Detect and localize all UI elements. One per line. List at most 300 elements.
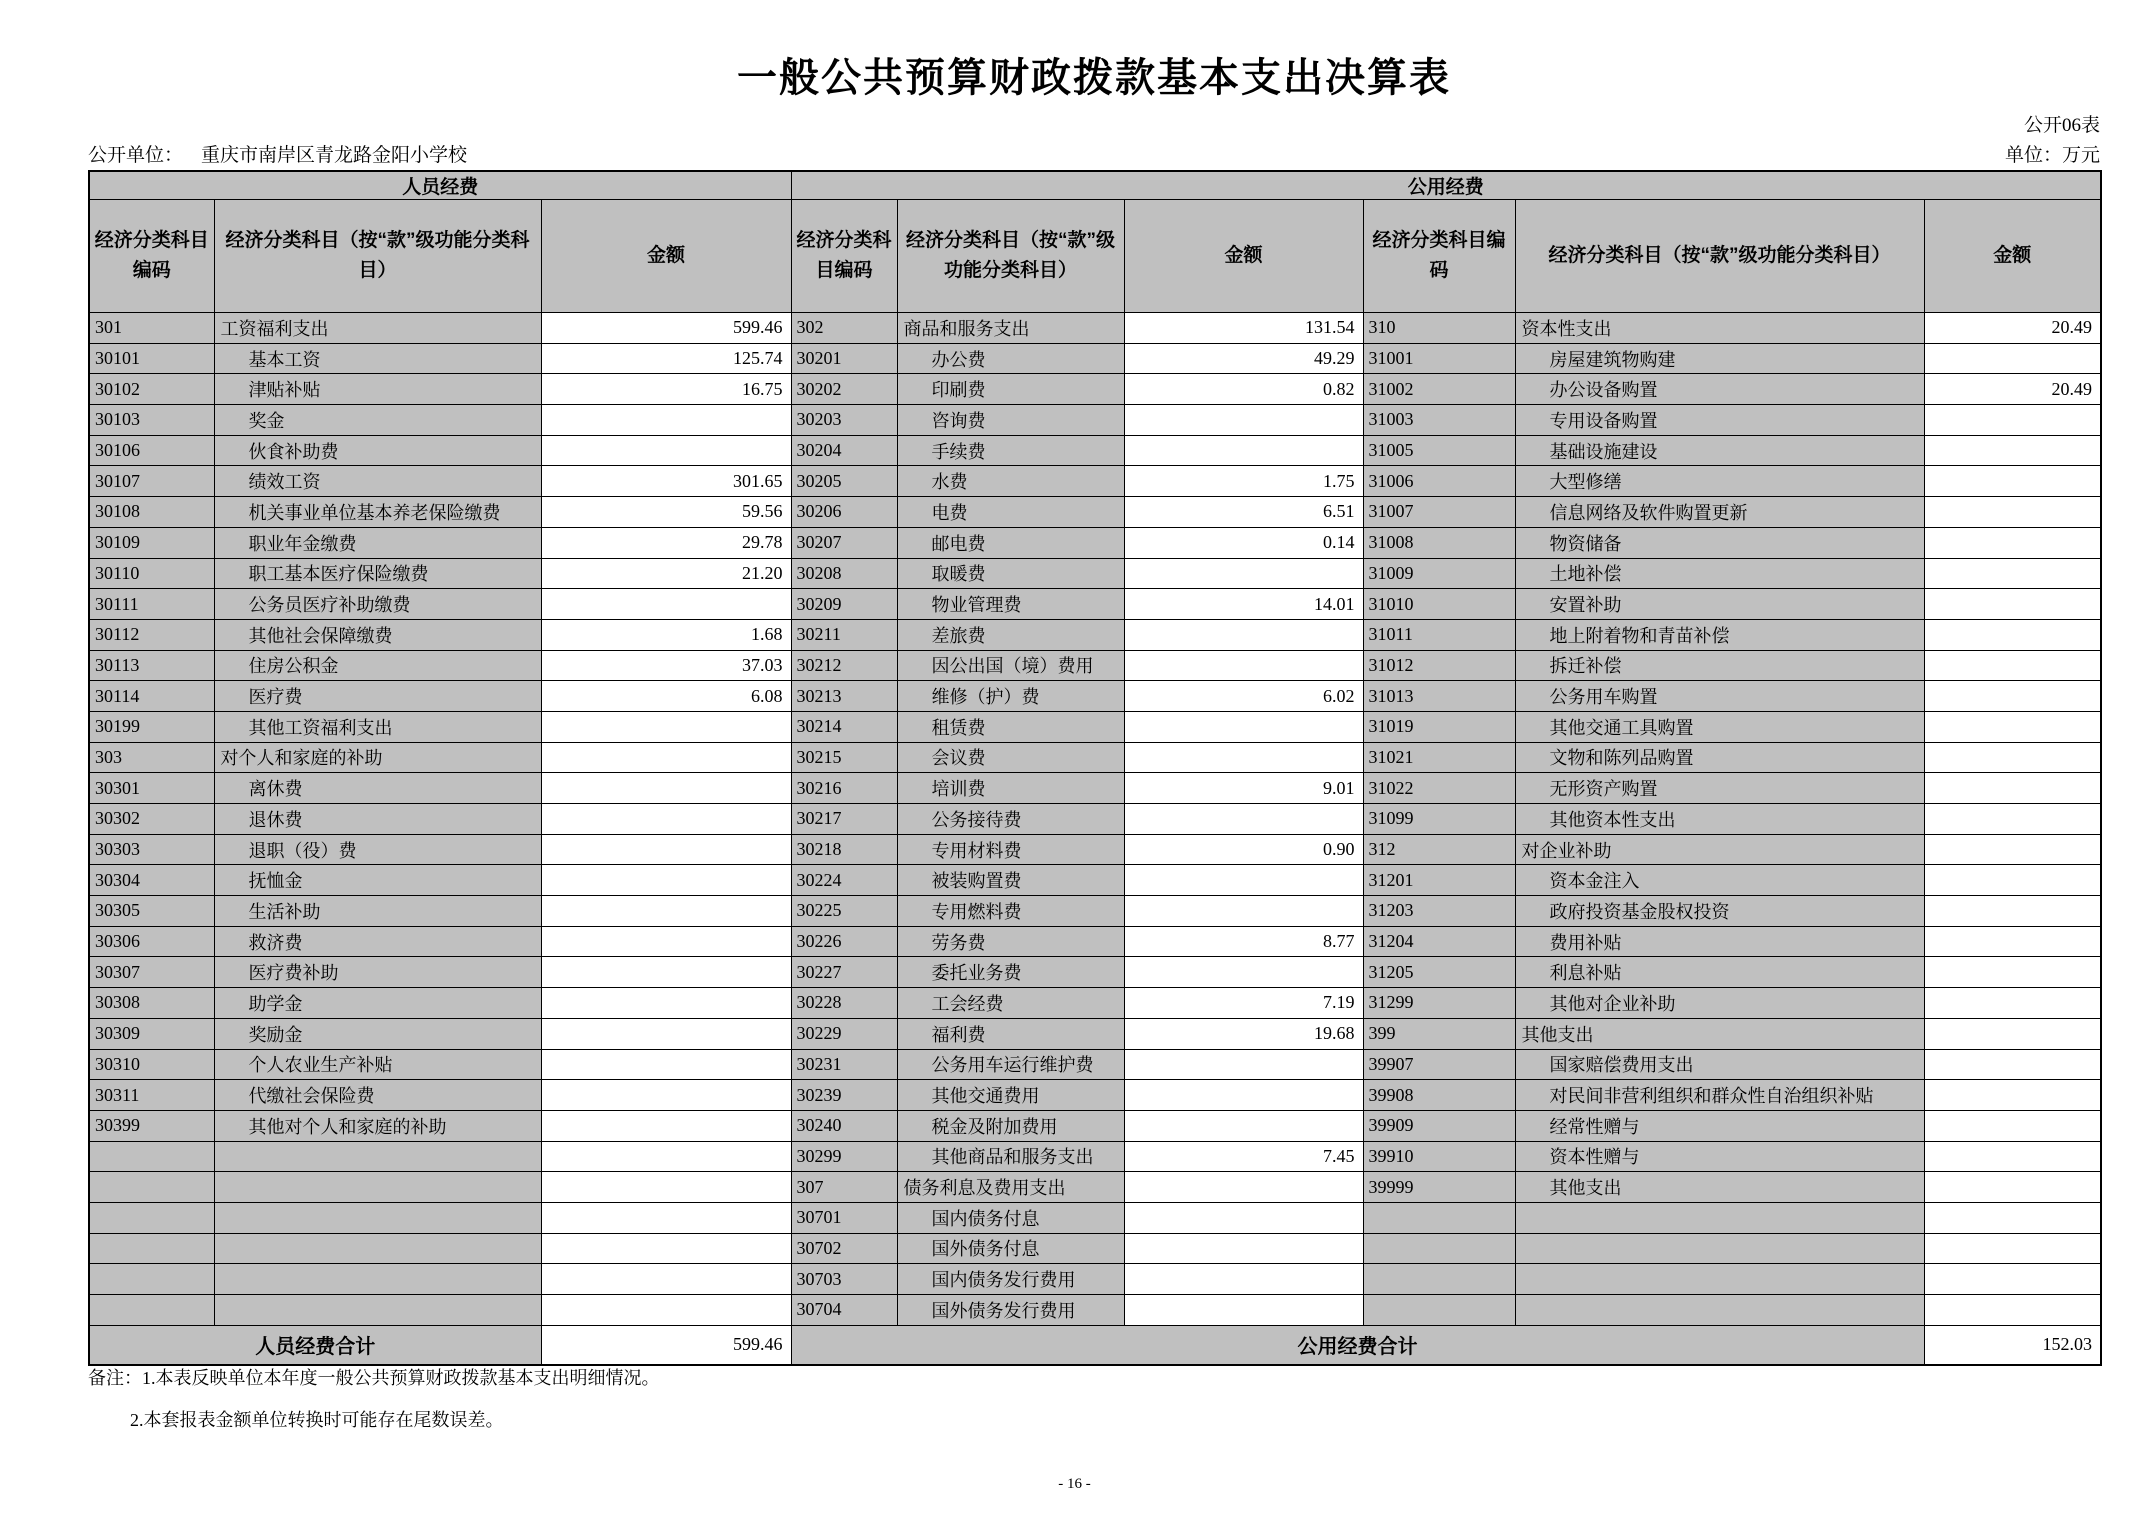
publish-unit-name: 重庆市南岸区青龙路金阳小学校: [201, 145, 468, 166]
cell-code: 30217: [791, 804, 897, 835]
cell-code: 31008: [1363, 527, 1515, 558]
cell-name: 文物和陈列品购置: [1515, 742, 1924, 773]
cell-amount: 29.78: [541, 527, 791, 558]
cell-code: 30302: [89, 804, 214, 835]
cell-name: 物业管理费: [897, 589, 1124, 620]
cell-code: 30216: [791, 773, 897, 804]
cell-name: 利息补贴: [1515, 957, 1924, 988]
cell-code: 39908: [1363, 1080, 1515, 1111]
cell-code: 30110: [89, 558, 214, 589]
cell-amount: 0.14: [1124, 527, 1363, 558]
cell-name: 对民间非营利组织和群众性自治组织补贴: [1515, 1080, 1924, 1111]
cell-code: 30229: [791, 1018, 897, 1049]
cell-name: 对企业补助: [1515, 834, 1924, 865]
cell-name: 资本性支出: [1515, 313, 1924, 344]
cell-amount: [541, 742, 791, 773]
cell-code: [89, 1295, 214, 1326]
cell-amount: [1924, 742, 2101, 773]
table-row: [89, 834, 2101, 865]
cell-amount: 599.46: [541, 313, 791, 344]
table-row: [89, 619, 2101, 650]
cell-amount: [1924, 926, 2101, 957]
cell-amount: [1924, 1049, 2101, 1080]
cell-name: 奖励金: [214, 1018, 541, 1049]
cell-name: 机关事业单位基本养老保险缴费: [214, 497, 541, 528]
cell-code: [1363, 1202, 1515, 1233]
table-row: [89, 711, 2101, 742]
cell-code: 31022: [1363, 773, 1515, 804]
cell-code: 30208: [791, 558, 897, 589]
cell-amount: [1124, 1110, 1363, 1141]
notes: [88, 1368, 660, 1431]
cell-code: 310: [1363, 313, 1515, 344]
cell-name: 地上附着物和青苗补偿: [1515, 619, 1924, 650]
cell-amount: 301.65: [541, 466, 791, 497]
note-text-1: 1.本表反映单位本年度一般公共预算财政拨款基本支出明细情况。: [142, 1368, 660, 1388]
cell-name: 其他工资福利支出: [214, 711, 541, 742]
cell-name: 办公设备购置: [1515, 374, 1924, 405]
cell-code: 39909: [1363, 1110, 1515, 1141]
table-row: [89, 1202, 2101, 1233]
cell-code: 30106: [89, 435, 214, 466]
cell-amount: [1124, 1049, 1363, 1080]
cell-name: 其他对企业补助: [1515, 988, 1924, 1019]
cell-amount: 20.49: [1924, 374, 2101, 405]
publish-unit: [88, 140, 467, 167]
cell-code: 30702: [791, 1233, 897, 1264]
cell-name: 水费: [897, 466, 1124, 497]
cell-amount: [1124, 405, 1363, 436]
cell-amount: [1924, 650, 2101, 681]
cell-code: 30111: [89, 589, 214, 620]
cell-code: 31203: [1363, 896, 1515, 927]
cell-code: 30231: [791, 1049, 897, 1080]
cell-code: [89, 1172, 214, 1203]
cell-name: 退职（役）费: [214, 834, 541, 865]
cell-amount: [1924, 957, 2101, 988]
col-header-name-3: 经济分类科目（按“款”级功能分类科目）: [1515, 200, 1924, 313]
cell-code: 30206: [791, 497, 897, 528]
cell-code: 302: [791, 313, 897, 344]
cell-code: 30112: [89, 619, 214, 650]
cell-name: 债务利息及费用支出: [897, 1172, 1124, 1203]
cell-amount: [1924, 1172, 2101, 1203]
cell-name: 基本工资: [214, 343, 541, 374]
col-header-amount-1: 金额: [541, 200, 791, 313]
cell-amount: [1124, 1202, 1363, 1233]
cell-amount: 9.01: [1124, 773, 1363, 804]
cell-amount: 131.54: [1124, 313, 1363, 344]
cell-code: 31019: [1363, 711, 1515, 742]
public-total-amount: 152.03: [1924, 1325, 2101, 1365]
cell-amount: [541, 711, 791, 742]
cell-name: 差旅费: [897, 619, 1124, 650]
table-row: [89, 589, 2101, 620]
cell-code: 30108: [89, 497, 214, 528]
cell-amount: [1924, 619, 2101, 650]
cell-code: 30701: [791, 1202, 897, 1233]
cell-code: 39999: [1363, 1172, 1515, 1203]
cell-code: 30226: [791, 926, 897, 957]
cell-amount: [541, 988, 791, 1019]
column-header-row: [89, 200, 2101, 313]
page-number: - 16 -: [1058, 1476, 1091, 1492]
table-row: [89, 1110, 2101, 1141]
cell-name: 国内债务付息: [897, 1202, 1124, 1233]
cell-amount: [1924, 711, 2101, 742]
cell-code: 30205: [791, 466, 897, 497]
cell-name: 商品和服务支出: [897, 313, 1124, 344]
cell-code: 30307: [89, 957, 214, 988]
cell-code: [89, 1202, 214, 1233]
cell-code: 31204: [1363, 926, 1515, 957]
cell-amount: 1.75: [1124, 466, 1363, 497]
cell-name: 信息网络及软件购置更新: [1515, 497, 1924, 528]
col-header-code-3: 经济分类科目编码: [1363, 200, 1515, 313]
cell-code: 312: [1363, 834, 1515, 865]
cell-amount: [1924, 1141, 2101, 1172]
cell-name: 基础设施建设: [1515, 435, 1924, 466]
cell-amount: 20.49: [1924, 313, 2101, 344]
cell-amount: [1924, 1110, 2101, 1141]
cell-name: 离休费: [214, 773, 541, 804]
cell-amount: [1924, 988, 2101, 1019]
cell-amount: [1124, 1295, 1363, 1326]
cell-name: 劳务费: [897, 926, 1124, 957]
col-header-code-1: 经济分类科目编码: [89, 200, 214, 313]
table-row: [89, 558, 2101, 589]
cell-amount: [541, 1110, 791, 1141]
cell-name: 经常性赠与: [1515, 1110, 1924, 1141]
cell-code: 31099: [1363, 804, 1515, 835]
cell-code: 30114: [89, 681, 214, 712]
cell-name: 其他交通工具购置: [1515, 711, 1924, 742]
cell-code: [1363, 1233, 1515, 1264]
meta-row: [88, 140, 2100, 167]
cell-code: 31001: [1363, 343, 1515, 374]
cell-name: 资本性赠与: [1515, 1141, 1924, 1172]
cell-name: 咨询费: [897, 405, 1124, 436]
col-header-name-2: 经济分类科目（按“款”级功能分类科目）: [897, 200, 1124, 313]
cell-amount: [541, 1049, 791, 1080]
table-row: [89, 527, 2101, 558]
cell-amount: [1924, 834, 2101, 865]
page-title: 一般公共预算财政拨款基本支出决算表: [737, 56, 1451, 100]
cell-code: 31010: [1363, 589, 1515, 620]
cell-name: 资本金注入: [1515, 865, 1924, 896]
table-row: [89, 1264, 2101, 1295]
cell-name: 租赁费: [897, 711, 1124, 742]
note-line-1: [88, 1368, 660, 1390]
cell-code: 31003: [1363, 405, 1515, 436]
cell-amount: [541, 896, 791, 927]
cell-code: 30703: [791, 1264, 897, 1295]
cell-amount: 7.19: [1124, 988, 1363, 1019]
cell-code: 39907: [1363, 1049, 1515, 1080]
cell-name: 绩效工资: [214, 466, 541, 497]
cell-code: 31013: [1363, 681, 1515, 712]
cell-amount: 125.74: [541, 343, 791, 374]
cell-amount: [1924, 343, 2101, 374]
cell-name: 公务接待费: [897, 804, 1124, 835]
cell-code: [89, 1233, 214, 1264]
cell-amount: [1924, 527, 2101, 558]
table-row: [89, 405, 2101, 436]
cell-amount: [1124, 865, 1363, 896]
cell-name: 维修（护）费: [897, 681, 1124, 712]
table-row: [89, 650, 2101, 681]
cell-name: 对个人和家庭的补助: [214, 742, 541, 773]
table-row: [89, 804, 2101, 835]
cell-code: 31005: [1363, 435, 1515, 466]
cell-code: 30203: [791, 405, 897, 436]
cell-code: 31006: [1363, 466, 1515, 497]
cell-name: [214, 1264, 541, 1295]
cell-code: 30113: [89, 650, 214, 681]
cell-name: 退休费: [214, 804, 541, 835]
cell-name: 办公费: [897, 343, 1124, 374]
cell-code: 30201: [791, 343, 897, 374]
cell-code: 39910: [1363, 1141, 1515, 1172]
table-row: [89, 1080, 2101, 1111]
cell-code: [1363, 1264, 1515, 1295]
cell-name: 房屋建筑物购建: [1515, 343, 1924, 374]
cell-name: 会议费: [897, 742, 1124, 773]
table-row: [89, 374, 2101, 405]
cell-name: 国外债务付息: [897, 1233, 1124, 1264]
currency-unit: 单位：万元: [2004, 145, 2100, 166]
cell-name: 其他资本性支出: [1515, 804, 1924, 835]
cell-name: 津贴补贴: [214, 374, 541, 405]
cell-code: [89, 1141, 214, 1172]
cell-name: 其他对个人和家庭的补助: [214, 1110, 541, 1141]
cell-amount: [541, 1202, 791, 1233]
cell-amount: [1124, 1264, 1363, 1295]
cell-amount: [1124, 619, 1363, 650]
cell-code: 399: [1363, 1018, 1515, 1049]
cell-name: [214, 1141, 541, 1172]
cell-name: 国内债务发行费用: [897, 1264, 1124, 1295]
table-row: [89, 1172, 2101, 1203]
cell-code: 30309: [89, 1018, 214, 1049]
cell-amount: [1124, 711, 1363, 742]
section-header-row: [89, 171, 2101, 200]
cell-code: 30207: [791, 527, 897, 558]
table-row: [89, 773, 2101, 804]
cell-amount: [1124, 742, 1363, 773]
col-header-amount-2: 金额: [1124, 200, 1363, 313]
cell-code: 30306: [89, 926, 214, 957]
cell-amount: [1924, 1295, 2101, 1326]
cell-amount: [1924, 804, 2101, 835]
table-row: [89, 681, 2101, 712]
cell-amount: [541, 1080, 791, 1111]
cell-code: 31011: [1363, 619, 1515, 650]
cell-name: 公务用车购置: [1515, 681, 1924, 712]
cell-name: [214, 1172, 541, 1203]
cell-code: 31012: [1363, 650, 1515, 681]
cell-name: 专用设备购置: [1515, 405, 1924, 436]
cell-amount: [1924, 1202, 2101, 1233]
cell-code: 30704: [791, 1295, 897, 1326]
cell-amount: [1924, 466, 2101, 497]
cell-name: 医疗费: [214, 681, 541, 712]
cell-amount: [1124, 558, 1363, 589]
cell-amount: [1124, 1080, 1363, 1111]
publish-unit-label: 公开单位：: [88, 145, 184, 166]
cell-name: 伙食补助费: [214, 435, 541, 466]
cell-name: 税金及附加费用: [897, 1110, 1124, 1141]
table-number: 公开06表: [2023, 115, 2100, 136]
cell-amount: 37.03: [541, 650, 791, 681]
cell-code: 30199: [89, 711, 214, 742]
table-row: [89, 742, 2101, 773]
cell-name: [1515, 1264, 1924, 1295]
cell-amount: [541, 405, 791, 436]
cell-amount: 8.77: [1124, 926, 1363, 957]
cell-code: 30311: [89, 1080, 214, 1111]
cell-code: 31002: [1363, 374, 1515, 405]
cell-amount: 49.29: [1124, 343, 1363, 374]
cell-amount: [541, 1018, 791, 1049]
cell-amount: 0.90: [1124, 834, 1363, 865]
cell-amount: [1924, 773, 2101, 804]
cell-name: 奖金: [214, 405, 541, 436]
cell-amount: [1924, 1264, 2101, 1295]
cell-code: 301: [89, 313, 214, 344]
cell-amount: [1924, 1233, 2101, 1264]
table-row: [89, 343, 2101, 374]
cell-code: 30224: [791, 865, 897, 896]
cell-amount: [541, 865, 791, 896]
cell-name: 代缴社会保险费: [214, 1080, 541, 1111]
table-row: [89, 1233, 2101, 1264]
table-row: [89, 497, 2101, 528]
cell-name: 土地补偿: [1515, 558, 1924, 589]
personnel-total-amount: 599.46: [541, 1325, 791, 1365]
cell-amount: [1924, 589, 2101, 620]
cell-name: 培训费: [897, 773, 1124, 804]
cell-amount: 19.68: [1124, 1018, 1363, 1049]
cell-amount: [1124, 650, 1363, 681]
cell-name: [214, 1295, 541, 1326]
cell-code: 303: [89, 742, 214, 773]
cell-code: 30109: [89, 527, 214, 558]
cell-code: 30303: [89, 834, 214, 865]
cell-code: 30212: [791, 650, 897, 681]
cell-name: 救济费: [214, 926, 541, 957]
table-row: [89, 435, 2101, 466]
cell-amount: 6.02: [1124, 681, 1363, 712]
cell-amount: [541, 957, 791, 988]
cell-code: 30215: [791, 742, 897, 773]
section-header-public: 公用经费: [791, 171, 2101, 200]
cell-name: 取暖费: [897, 558, 1124, 589]
cell-amount: [541, 1233, 791, 1264]
cell-amount: 14.01: [1124, 589, 1363, 620]
cell-code: 30305: [89, 896, 214, 927]
cell-amount: [1124, 896, 1363, 927]
cell-name: 专用燃料费: [897, 896, 1124, 927]
cell-name: [1515, 1202, 1924, 1233]
table-row: [89, 1141, 2101, 1172]
cell-amount: 1.68: [541, 619, 791, 650]
cell-code: 30225: [791, 896, 897, 927]
cell-name: 公务员医疗补助缴费: [214, 589, 541, 620]
cell-amount: 21.20: [541, 558, 791, 589]
cell-code: 30213: [791, 681, 897, 712]
cell-amount: [1924, 405, 2101, 436]
cell-name: 其他社会保障缴费: [214, 619, 541, 650]
table-row: [89, 988, 2101, 1019]
cell-amount: [1924, 1018, 2101, 1049]
cell-amount: [541, 926, 791, 957]
cell-name: 其他商品和服务支出: [897, 1141, 1124, 1172]
cell-code: 30218: [791, 834, 897, 865]
cell-amount: [1124, 435, 1363, 466]
cell-name: 住房公积金: [214, 650, 541, 681]
table-row: [89, 313, 2101, 344]
cell-code: 30310: [89, 1049, 214, 1080]
total-row: [89, 1325, 2101, 1365]
cell-code: 30214: [791, 711, 897, 742]
cell-name: 工资福利支出: [214, 313, 541, 344]
cell-name: [1515, 1233, 1924, 1264]
cell-amount: [1924, 435, 2101, 466]
cell-name: 被装购置费: [897, 865, 1124, 896]
note-prefix: 备注：: [88, 1368, 142, 1388]
cell-name: 费用补贴: [1515, 926, 1924, 957]
cell-name: 生活补助: [214, 896, 541, 927]
cell-code: 31007: [1363, 497, 1515, 528]
cell-name: 职工基本医疗保险缴费: [214, 558, 541, 589]
cell-code: 30399: [89, 1110, 214, 1141]
cell-code: 31021: [1363, 742, 1515, 773]
cell-code: 307: [791, 1172, 897, 1203]
cell-name: 福利费: [897, 1018, 1124, 1049]
table-row: [89, 865, 2101, 896]
cell-name: 手续费: [897, 435, 1124, 466]
cell-amount: [1124, 804, 1363, 835]
cell-amount: [1924, 896, 2101, 927]
cell-amount: [1924, 1080, 2101, 1111]
cell-name: 国外债务发行费用: [897, 1295, 1124, 1326]
table-row: [89, 957, 2101, 988]
cell-name: 大型修缮: [1515, 466, 1924, 497]
table-row: [89, 1049, 2101, 1080]
cell-code: 30228: [791, 988, 897, 1019]
cell-code: 30103: [89, 405, 214, 436]
cell-amount: [1924, 558, 2101, 589]
cell-name: 印刷费: [897, 374, 1124, 405]
cell-code: [89, 1264, 214, 1295]
cell-amount: [1124, 1233, 1363, 1264]
cell-amount: [541, 589, 791, 620]
cell-code: 30209: [791, 589, 897, 620]
note-line-2: 2.本套报表金额单位转换时可能存在尾数误差。: [130, 1409, 504, 1430]
cell-code: 31201: [1363, 865, 1515, 896]
cell-name: 邮电费: [897, 527, 1124, 558]
cell-code: 30204: [791, 435, 897, 466]
expenditure-table: [88, 170, 2102, 1366]
personnel-total-label: 人员经费合计: [89, 1325, 541, 1365]
cell-amount: [541, 834, 791, 865]
cell-code: 31009: [1363, 558, 1515, 589]
cell-name: 政府投资基金股权投资: [1515, 896, 1924, 927]
table-row: [89, 466, 2101, 497]
cell-amount: [1124, 957, 1363, 988]
cell-name: 物资储备: [1515, 527, 1924, 558]
